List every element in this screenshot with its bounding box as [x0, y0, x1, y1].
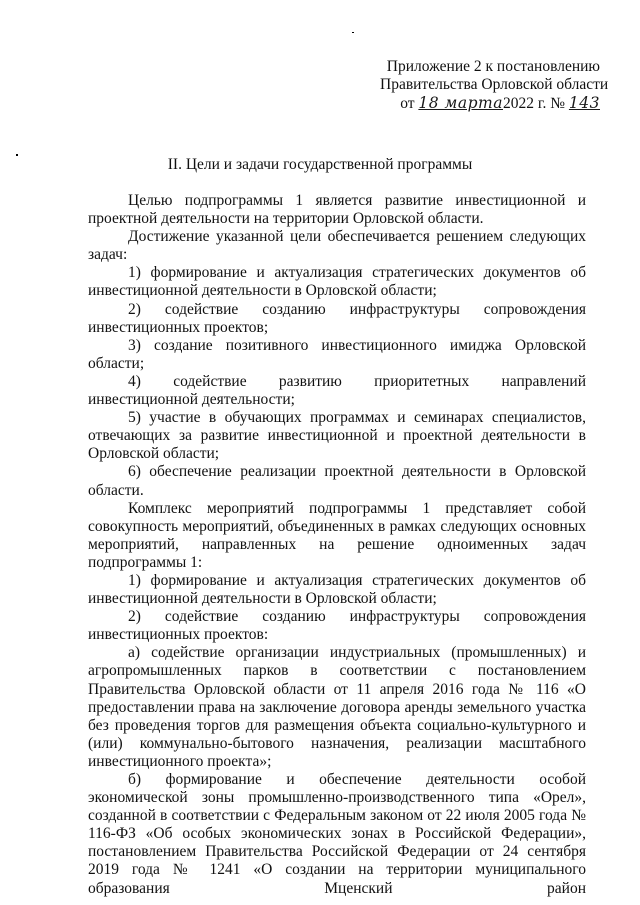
paragraph-tasks-intro: Достижение указанной цели обеспечивается решением следующих задач: [88, 228, 586, 264]
paragraph-task-6: 6) обеспечение реализации проектной деятельности в Орловской области. [88, 463, 586, 499]
paragraph-measure-2: 2) содействие созданию инфраструктуры сопровождения инвестиционных проектов: [88, 608, 586, 644]
scan-speck [352, 32, 354, 33]
handwritten-number: 143 [568, 94, 600, 112]
appendix-line-2: Правительства Орловской области [380, 76, 609, 93]
handwritten-date: 18 марта [418, 94, 503, 112]
paragraph-task-2: 2) содействие созданию инфраструктуры сопровождения инвестиционных проектов; [88, 300, 586, 336]
paragraph-measure-2a: а) содействие организации индустриальных (промышленных) и агропромышленных парков в соответствии с постановлением Правительства Орловской области от 11 апреля 2016 года № 116 «О предоставлении права на заключение договора аренды земельного участка без проведения торгов для размещения объекта социально-культурного и (или) коммунально-бытового назначения, реализации масштабного инвестиционного проекта»; [88, 644, 586, 770]
appendix-header [380, 58, 609, 113]
paragraph-task-4: 4) содействие развитию приоритетных направлений инвестиционной деятельности; [88, 372, 586, 409]
paragraph-measure-1: 1) формирование и актуализация стратегических документов об инвестиционной деятельности в Орловской области; [88, 571, 586, 608]
paragraph-task-5: 5) участие в обучающих программах и семинарах специалистов, отвечающих за развитие инвестиционной и проектной деятельности в Орловской области; [88, 409, 586, 463]
paragraph-task-1: 1) формирование и актуализация стратегических документов об инвестиционной деятельности в Орловской области; [88, 264, 586, 300]
section-title: II. Цели и задачи государственной программы [167, 156, 473, 173]
paragraph-complex: Комплекс мероприятий подпрограммы 1 представляет собой совокупность мероприятий, объединенных в рамках следующих основных мероприятий, направленных на решение одноименных задач подпрограммы 1: [88, 499, 586, 571]
appendix-line-1: Приложение 2 к постановлению [386, 58, 600, 75]
date-suffix: 2022 г. № [503, 95, 566, 112]
appendix-line-3 [380, 94, 600, 113]
paragraph-task-3: 3) создание позитивного инвестиционного имиджа Орловской области; [88, 336, 586, 372]
paragraph-goal: Целью подпрограммы 1 является развитие инвестиционной и проектной деятельности на территории Орловской области. [88, 192, 586, 228]
date-prefix: от [400, 95, 415, 112]
paragraph-measure-2b: б) формирование и обеспечение деятельности особой экономической зоны промышленно-производственного типа «Орел», созданной в соответствии с Федеральным законом от 22 июля 2005 года № 116-ФЗ «Об особых экономических зонах в Российской Федерации», постановлением Правительства Российской Федерации от 24 сентября 2019 года № 1241 «О создании на территории муниципального образования Мценский район [88, 771, 586, 897]
document-body [88, 192, 586, 898]
